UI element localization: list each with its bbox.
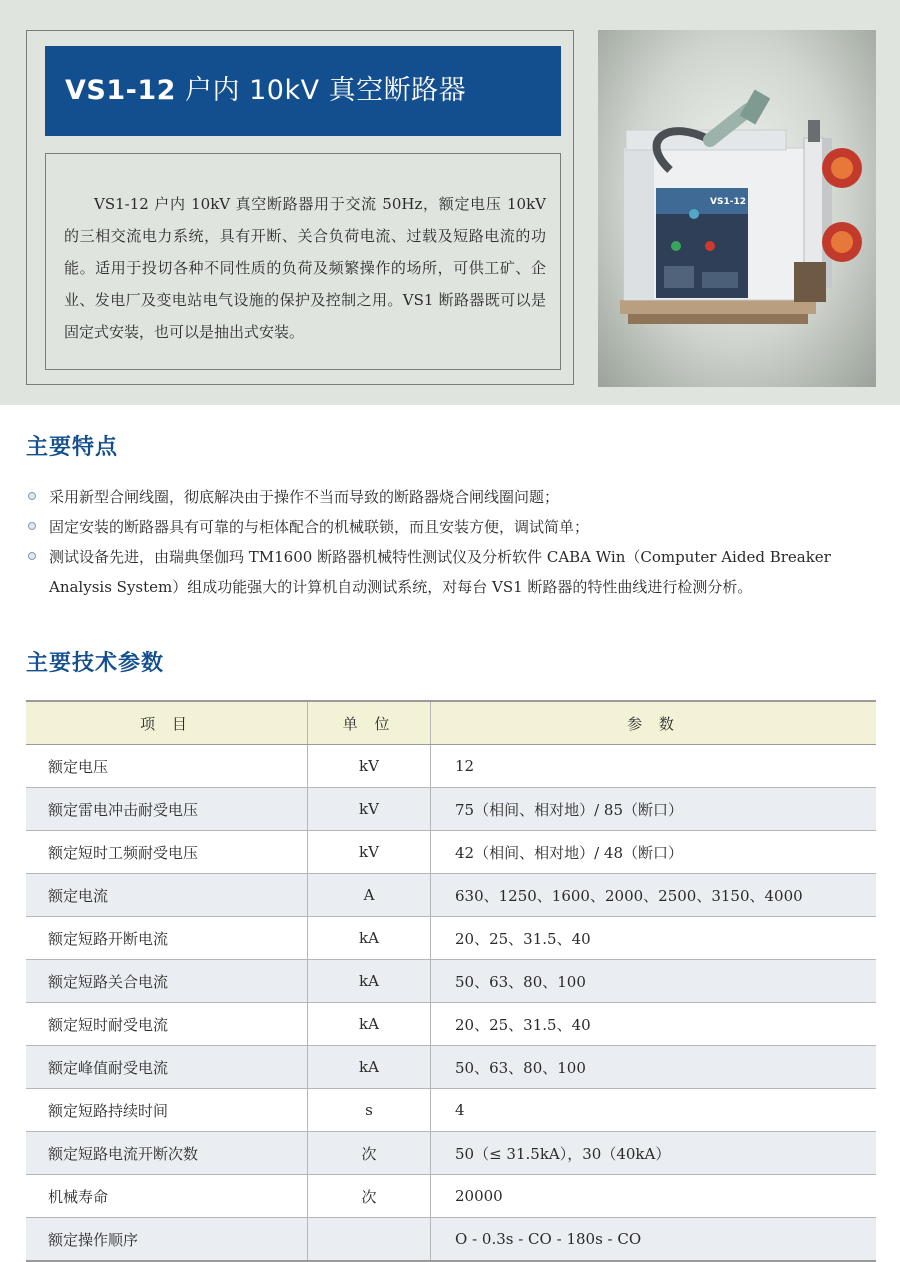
params-table bbox=[26, 700, 876, 1262]
table-header-row bbox=[26, 701, 876, 745]
panel-label: VS1-12 bbox=[710, 197, 746, 207]
feature-item: 固定安装的断路器具有可靠的与柜体配合的机械联锁，而且安装方便，调试简单； bbox=[26, 512, 882, 542]
table-row: 额定短路关合电流 kA 50、63、80、100 bbox=[26, 960, 876, 1003]
bullet-icon bbox=[28, 522, 36, 530]
feature-item: 采用新型合闸线圈，彻底解决由于操作不当而导致的断路器烧合闸线圈问题； bbox=[26, 482, 882, 512]
table-row: 额定峰值耐受电流 kA 50、63、80、100 bbox=[26, 1046, 876, 1089]
features-heading: 主要特点 bbox=[26, 435, 119, 460]
table-row: 额定电流 A 630、1250、1600、2000、2500、3150、4000 bbox=[26, 874, 876, 917]
table-row: 额定电压 kV 12 bbox=[26, 745, 876, 788]
table-row: 额定短时耐受电流 kA 20、25、31.5、40 bbox=[26, 1003, 876, 1046]
column-header-item: 项 目 bbox=[26, 701, 308, 745]
table-row: 额定短路持续时间 s 4 bbox=[26, 1089, 876, 1132]
bullet-icon bbox=[28, 552, 36, 560]
table-row: 额定短时工频耐受电压 kV 42（相间、相对地）/ 48（断口） bbox=[26, 831, 876, 874]
features-list bbox=[26, 482, 882, 602]
table-row: 额定雷电冲击耐受电压 kV 75（相间、相对地）/ 85（断口） bbox=[26, 788, 876, 831]
bullet-icon bbox=[28, 492, 36, 500]
product-title-rest: 户内 10kV 真空断路器 bbox=[175, 75, 467, 106]
table-row: 额定短路电流开断次数 次 50（≤ 31.5kA），30（40kA） bbox=[26, 1132, 876, 1175]
feature-item: 测试设备先进，由瑞典堡伽玛 TM1600 断路器机械特性测试仪及分析软件 CABA Win（Computer Aided Breaker Analysis System）组成功能强大的计算机自动测试系统，对每台 VS1 断路器的特性曲线进行检测分析。 bbox=[26, 542, 882, 602]
product-title bbox=[45, 46, 561, 136]
circuit-breaker-illustration bbox=[598, 30, 876, 387]
product-photo bbox=[598, 30, 876, 387]
product-description: VS1-12 户内 10kV 真空断路器用于交流 50Hz，额定电压 10kV 的三相交流电力系统，具有开断、关合负荷电流、过载及短路电流的功能。适用于投切各种不同性质的负荷及频繁操作的场所，可供工矿、企业、发电厂及变电站电气设施的保护及控制之用。VS1 断路器既可以是固定式安装，也可以是抽出式安装。 bbox=[45, 153, 561, 370]
params-heading: 主要技术参数 bbox=[26, 651, 165, 676]
table-row: 机械寿命 次 20000 bbox=[26, 1175, 876, 1218]
table-row: 额定操作顺序 O - 0.3s - CO - 180s - CO bbox=[26, 1218, 876, 1262]
column-header-unit: 单 位 bbox=[308, 701, 431, 745]
product-model: VS1-12 bbox=[65, 75, 176, 106]
table-row: 额定短路开断电流 kA 20、25、31.5、40 bbox=[26, 917, 876, 960]
column-header-value: 参 数 bbox=[431, 701, 877, 745]
